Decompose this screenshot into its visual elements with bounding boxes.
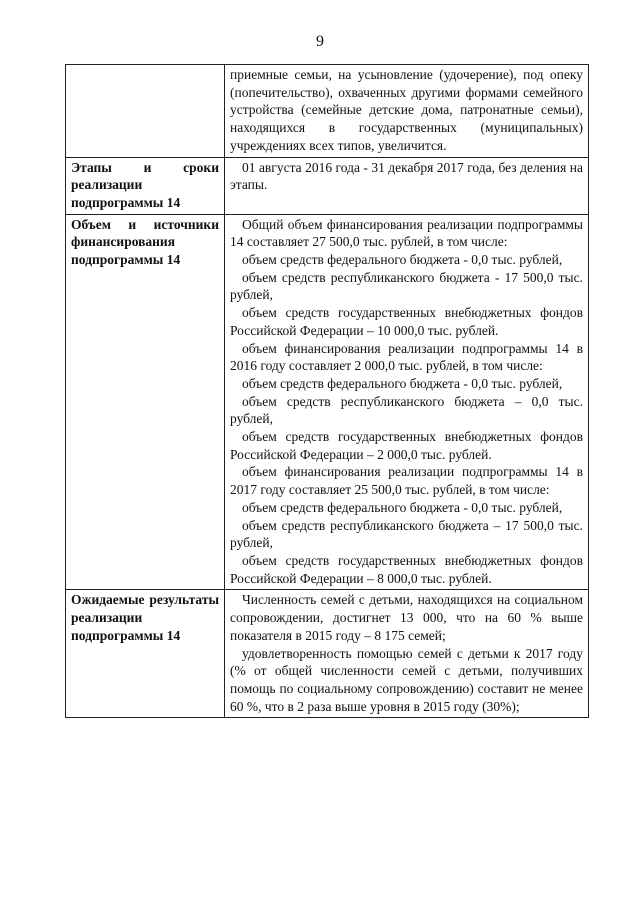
paragraph: объем средств государственных внебюджетных фондов Российской Федерации – 8 000,0 тыс. рублей. [230, 552, 583, 586]
paragraph: объем средств федерального бюджета - 0,0 тыс. рублей, [242, 252, 563, 268]
row-label: Этапы и сроки реализации подпрограммы 14 [66, 157, 225, 214]
row-label: Ожидаемые результаты реализации подпрограммы 14 [66, 590, 225, 718]
row-content [225, 214, 589, 590]
paragraph: объем средств федерального бюджета - 0,0 тыс. рублей, [242, 375, 563, 391]
table-row [66, 65, 589, 158]
paragraph: объем средств республиканского бюджета – 17 500,0 тыс. рублей, [230, 517, 583, 551]
paragraph: Численность семей с детьми, находящихся на социальном сопровождении, достигнет 13 000, что на 60 % выше показателя в 2015 году – 8 175 семей; [230, 592, 583, 643]
paragraph: 01 августа 2016 года - 31 декабря 2017 года, без деления на этапы. [230, 159, 583, 193]
row-content [225, 157, 589, 214]
table-row [66, 214, 589, 590]
paragraph: объем средств государственных внебюджетных фондов Российской Федерации – 10 000,0 тыс. рублей. [230, 305, 583, 338]
paragraph: объем средств республиканского бюджета – 0,0 тыс. рублей, [230, 393, 583, 427]
paragraph: объем средств республиканского бюджета - 17 500,0 тыс. рублей, [230, 269, 583, 303]
paragraph: объем финансирования реализации подпрограммы 14 в 2017 году составляет 25 500,0 тыс. рублей, в том числе: [230, 464, 583, 498]
paragraph: объем средств государственных внебюджетных фондов Российской Федерации – 2 000,0 тыс. рублей. [230, 429, 583, 462]
paragraph: приемные семьи, на усыновление (удочерение), под опеку (попечительство), охваченных другими формами семейного устройства (семейные детские дома, патронатные семьи), находящихся в государственных (муниципальных) учреждениях всех типов, увеличится. [230, 67, 583, 153]
table-row [66, 590, 589, 718]
paragraph: удовлетворенность помощью семей с детьми к 2017 году (% от общей численности семей с детьми, получивших помощь по социальному сопровождению) составит не менее 60 %, что в 2 раза выше уровня в 2015 году (30%); [230, 645, 583, 714]
row-label [66, 65, 225, 158]
paragraph: объем финансирования реализации подпрограммы 14 в 2016 году составляет 2 000,0 тыс. рублей, в том числе: [230, 340, 583, 374]
row-label: Объем и источники финансирования подпрограммы 14 [66, 214, 225, 590]
paragraph: Общий объем финансирования реализации подпрограммы 14 составляет 27 500,0 тыс. рублей, в том числе: [230, 216, 583, 250]
row-content [225, 590, 589, 718]
row-content [225, 65, 589, 158]
passport-table [65, 64, 589, 718]
paragraph: объем средств федерального бюджета - 0,0 тыс. рублей, [242, 499, 563, 515]
page-number: 9 [316, 33, 324, 50]
table-row [66, 157, 589, 214]
